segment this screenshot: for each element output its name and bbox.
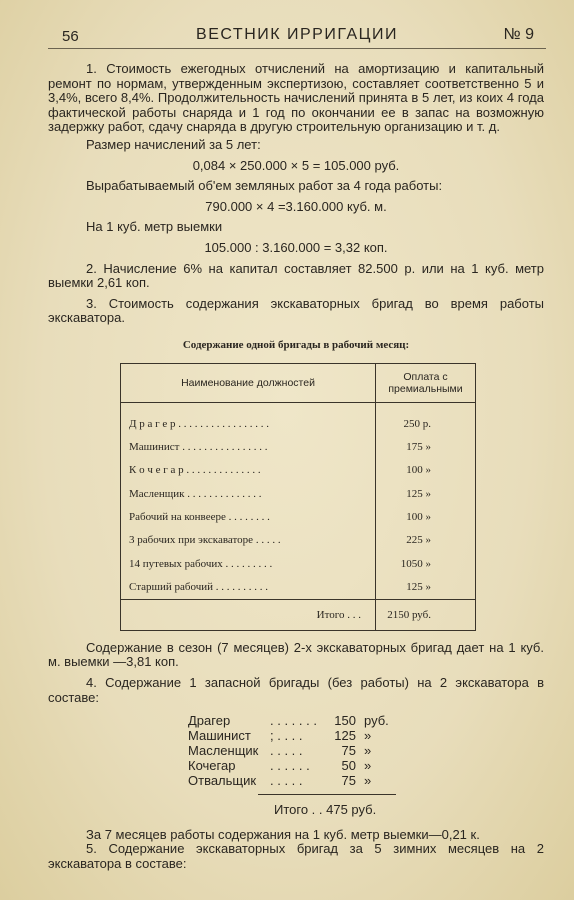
position-name: Масленщик . . . . . . . . . . . . . .	[121, 482, 376, 505]
composition-dots: . . . . . . .	[270, 713, 317, 729]
composition-unit: »	[364, 728, 372, 744]
column-header-position: Наименование должностей	[121, 363, 376, 402]
table-row	[121, 402, 476, 436]
page-number: 56	[62, 28, 79, 45]
composition-item	[188, 758, 544, 773]
paragraph-accruals-size: Размер начислений за 5 лет:	[86, 136, 261, 152]
position-pay: 125 »	[376, 482, 476, 505]
column-header-pay: Оплата с премиальными	[376, 363, 476, 402]
composition-dots: . . . . .	[270, 743, 303, 759]
composition-unit: »	[364, 743, 372, 759]
composition-dots: ; . . . .	[270, 728, 303, 744]
issue-number: № 9	[503, 26, 534, 43]
formula-accruals: 0,084 × 250.000 × 5 = 105.000 руб.	[192, 157, 400, 173]
composition-item	[188, 773, 544, 788]
composition-dots: . . . . .	[270, 773, 303, 789]
page-header	[48, 24, 546, 49]
position-name: 3 рабочих при экскаваторе . . . . .	[121, 529, 376, 552]
brigade-salary-table	[120, 363, 476, 631]
composition-item	[188, 743, 544, 758]
paragraph-per-cubic-meter: На 1 куб. метр выемки	[86, 219, 223, 235]
composition-value: 75	[341, 743, 356, 759]
composition-divider	[258, 794, 396, 795]
table-row	[121, 436, 476, 459]
composition-dots: . . . . . .	[270, 758, 310, 774]
composition-role: Драгер	[188, 713, 231, 729]
composition-total: Итого . . 475 руб.	[274, 802, 377, 818]
position-pay: 1050 »	[376, 552, 476, 575]
composition-value: 150	[334, 713, 356, 729]
position-name: 14 путевых рабочих . . . . . . . . .	[121, 552, 376, 575]
table-row	[121, 529, 476, 552]
position-name: Старший рабочий . . . . . . . . . .	[121, 576, 376, 600]
composition-item	[188, 713, 544, 728]
table-row	[121, 482, 476, 505]
journal-title: ВЕСТНИК ИРРИГАЦИИ	[196, 26, 398, 43]
composition-value: 50	[341, 758, 356, 774]
formula-volume: 790.000 × 4 =3.160.000 куб. м.	[205, 198, 387, 214]
formula-per-cubic-meter: 105.000 : 3.160.000 = 3,32 коп.	[204, 239, 388, 255]
position-name: Д р а г е р . . . . . . . . . . . . . . . . .	[121, 402, 376, 436]
table-row	[121, 459, 476, 482]
total-label: Итого . . .	[121, 599, 376, 630]
reserve-composition-list	[188, 713, 544, 788]
position-pay: 125 »	[376, 576, 476, 600]
paragraph-winter-months: 5. Содержание экскаваторных бригад за 5 зимних месяцев на 2 экскаватора в составе:	[48, 841, 544, 872]
position-name: Рабочий на конвеере . . . . . . . .	[121, 506, 376, 529]
position-pay: 225 »	[376, 529, 476, 552]
paragraph-season-cost: Содержание в сезон (7 месяцев) 2-х экскаваторных бригад дает на 1 куб. м. выемки —3,81 коп.	[48, 639, 544, 670]
composition-value: 125	[334, 728, 356, 744]
composition-role: Кочегар	[188, 758, 236, 774]
paragraph-amortization: 1. Стоимость ежегодных отчислений на амортизацию и капитальный ремонт по нормам, утвержденным экспертизою, составляет соответственно 5 и 3,4%, всего 8,4%. Продолжительность начислений принята в 5 лет, из коих 4 года фактической работы снаряда и 1 год по окончании ее в запас на возможную задержку работ, сдачу снаряда в другую строительную организацию и т. д.	[48, 61, 544, 135]
composition-role: Масленщик	[188, 743, 259, 759]
paragraph-seven-months: За 7 месяцев работы содержания на 1 куб. метр выемки—0,21 к.	[86, 826, 480, 842]
paragraph-volume: Вырабатываемый об'ем земляных работ за 4 года работы:	[86, 178, 443, 194]
paragraph-brigade-cost: 3. Стоимость содержания экскаваторных бригад во время работы экскаватора.	[48, 295, 544, 326]
composition-item	[188, 728, 544, 743]
position-pay: 100 »	[376, 459, 476, 482]
position-name: Машинист . . . . . . . . . . . . . . . .	[121, 436, 376, 459]
page-content	[48, 62, 544, 872]
table-row	[121, 576, 476, 600]
position-name: К о ч е г а р . . . . . . . . . . . . . .	[121, 459, 376, 482]
composition-unit: »	[364, 758, 372, 774]
composition-unit: »	[364, 773, 372, 789]
composition-role: Машинист	[188, 728, 251, 744]
total-amount: 2150 руб.	[376, 599, 476, 630]
table-caption: Содержание одной бригады в рабочий месяц:	[182, 338, 410, 351]
table-row	[121, 552, 476, 575]
composition-role: Отвальщик	[188, 773, 257, 789]
composition-unit: руб.	[364, 713, 389, 729]
position-pay: 175 »	[376, 436, 476, 459]
position-pay: 250 р.	[376, 402, 476, 436]
table-total-row	[121, 599, 476, 630]
paragraph-capital-charge: 2. Начисление 6% на капитал составляет 82.500 р. или на 1 куб. метр выемки 2,61 коп.	[48, 260, 544, 291]
position-pay: 100 »	[376, 506, 476, 529]
composition-value: 75	[341, 773, 356, 789]
table-row	[121, 506, 476, 529]
paragraph-reserve-brigade: 4. Содержание 1 запасной бригады (без работы) на 2 экскаватора в составе:	[48, 675, 544, 705]
